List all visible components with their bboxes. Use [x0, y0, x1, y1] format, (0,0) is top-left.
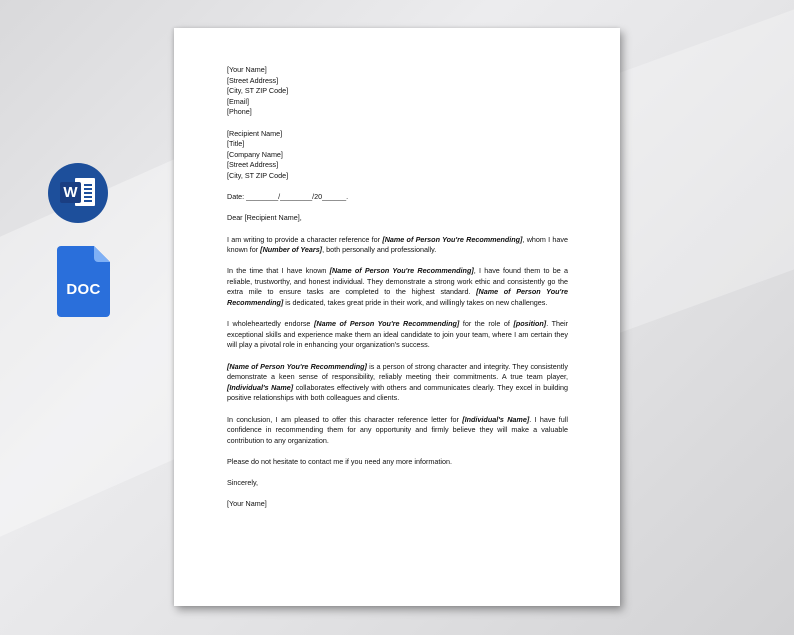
- sender-line: [Phone]: [227, 107, 252, 117]
- placeholder: [Individual's Name]: [462, 414, 530, 424]
- recipient-line: [City, ST ZIP Code]: [227, 170, 289, 180]
- date-line: Date: ________/________/20______.: [227, 192, 349, 202]
- paragraph-intro: I am writing to provide a character reference for [Name of Person You're Recommending], whom I have known for [Number of Years], both personally and professionally.: [227, 234, 568, 255]
- placeholder: [Name of Person You're Recommending]: [329, 266, 474, 276]
- placeholder: [Name of Person You're Recommending]: [227, 287, 568, 308]
- doc-file-icon: [57, 246, 110, 317]
- placeholder: [Name of Person You're Recommending]: [227, 361, 367, 371]
- placeholder: [Individual's Name]: [227, 382, 294, 392]
- paragraph-conclusion: In conclusion, I am pleased to offer this character reference letter for [Individual's Name]. I have full confidence in recommending them for any opportunity and firmly believe they will make a valuable contribution to any organization.: [227, 414, 568, 445]
- contact-note: Please do not hesitate to contact me if you need any more information.: [227, 456, 452, 466]
- closing: Sincerely,: [227, 478, 259, 488]
- salutation: Dear [Recipient Name],: [227, 213, 302, 223]
- placeholder: [position]: [513, 319, 547, 329]
- sender-line: [Email]: [227, 96, 249, 106]
- letter-page: [174, 28, 620, 606]
- word-letter: W: [60, 182, 81, 203]
- doc-label: DOC: [66, 281, 101, 298]
- placeholder: [Name of Person You're Recommending]: [313, 319, 460, 329]
- sender-address: [227, 65, 568, 118]
- paragraph-qualities: In the time that I have known [Name of Person You're Recommending], I have found them to be a reliable, trustworthy, and honest individual. They demonstrate a strong work ethic and consistently go the extra mile to ensure tasks are completed to the highest standard. [Name of Person You're Recommending] is dedicated, takes great pride in their work, and willingly takes on new challenges.: [227, 266, 568, 308]
- sender-line: [Street Address]: [227, 75, 279, 85]
- placeholder: [Name of Person You're Recommending]: [382, 234, 523, 244]
- recipient-line: [Street Address]: [227, 160, 279, 170]
- microsoft-word-icon: [48, 163, 108, 223]
- recipient-address: [227, 129, 568, 182]
- recipient-line: [Company Name]: [227, 149, 283, 159]
- sender-line: [Your Name]: [227, 65, 267, 74]
- paragraph-character: [Name of Person You're Recommending] is a person of strong character and integrity. They consistently demonstrate a keen sense of responsibility, reliably meeting their commitments. A true team player, [Individual's Name] collaborates effectively with others and communicates clearly. They excel in building positive relationships with both colleagues and clients.: [227, 361, 568, 403]
- sender-line: [City, ST ZIP Code]: [227, 86, 289, 96]
- paragraph-endorsement: I wholeheartedly endorse [Name of Person You're Recommending] for the role of [position]. Their exceptional skills and experience make them an ideal candidate to join your team, where I am certain they will play a pivotal role in enhancing your organization's success.: [227, 319, 568, 350]
- placeholder: [Number of Years]: [260, 245, 323, 255]
- recipient-line: [Title]: [227, 139, 245, 149]
- signature: [Your Name]: [227, 499, 267, 509]
- recipient-line: [Recipient Name]: [227, 128, 283, 138]
- letter-content: [227, 65, 568, 521]
